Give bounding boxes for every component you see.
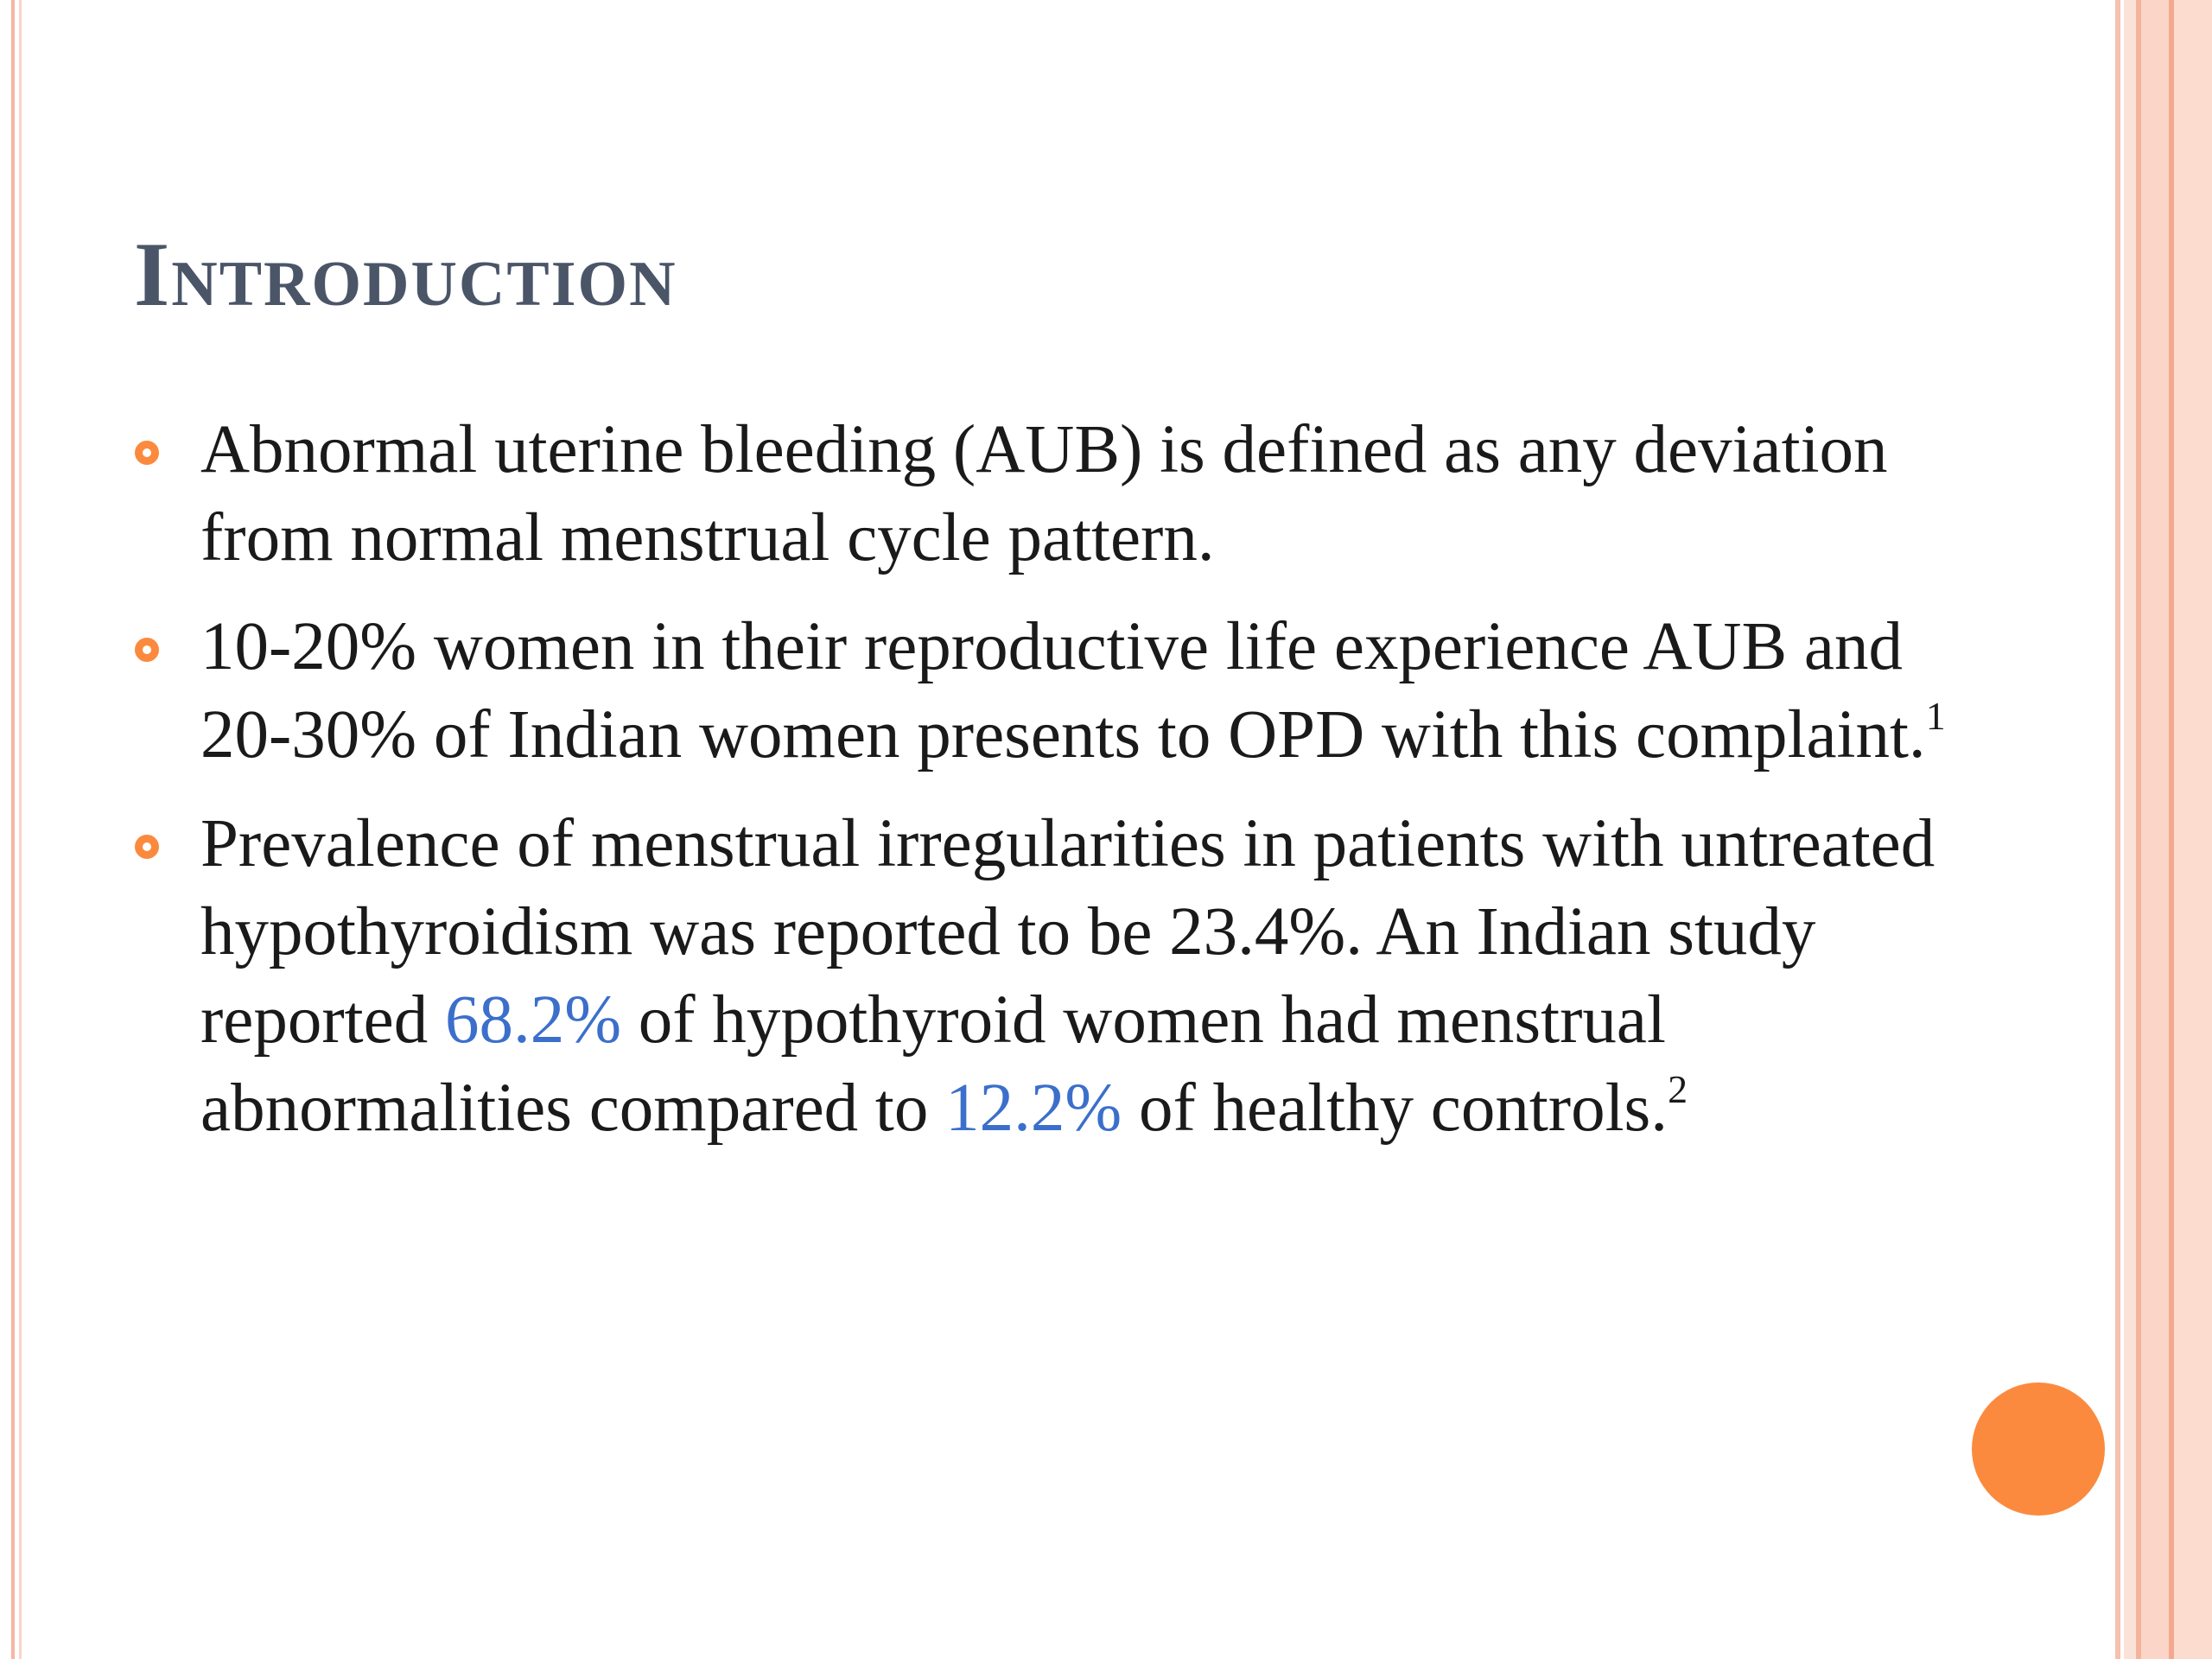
bullet-text-part: of healthy controls. — [1122, 1071, 1669, 1146]
bullet-text-part: Prevalence of menstrual irregularities in patients with untreated hypothyroidism was reported to be 23.4%. An Indian study reported — [200, 806, 1936, 1058]
highlighted-percentage: 68.2% — [444, 982, 622, 1058]
right-decorative-strip — [2124, 0, 2136, 1659]
right-decorative-strip — [2115, 0, 2120, 1659]
hollow-circle-bullet-icon — [135, 441, 159, 465]
bullet-text: 10-20% women in their reproductive life experience AUB and 20-30% of Indian women presents to OPD with this complaint. — [200, 609, 1926, 772]
bullet-item — [130, 800, 1979, 1153]
bullet-text: Abnormal uterine bleeding (AUB) is defined as any deviation from normal menstrual cycle pattern. — [200, 412, 1888, 575]
bullet-list — [130, 406, 1979, 1173]
bullet-item — [130, 603, 1979, 779]
slide-title: Introduction — [134, 224, 677, 325]
hollow-circle-bullet-icon — [135, 638, 159, 662]
citation-superscript: 1 — [1925, 694, 1946, 738]
hollow-circle-bullet-icon — [135, 835, 159, 859]
right-decorative-strip — [2174, 0, 2212, 1659]
left-border-line — [11, 0, 15, 1659]
citation-superscript: 2 — [1668, 1067, 1688, 1111]
orange-circle-decoration — [1972, 1382, 2105, 1516]
highlighted-percentage: 12.2% — [945, 1071, 1122, 1146]
bullet-text-part: of hypothyroid women had menstrual abnormalities compared to — [200, 982, 1666, 1146]
right-decorative-strip — [2141, 0, 2169, 1659]
bullet-item — [130, 406, 1979, 582]
left-border-line-inner — [19, 0, 22, 1659]
